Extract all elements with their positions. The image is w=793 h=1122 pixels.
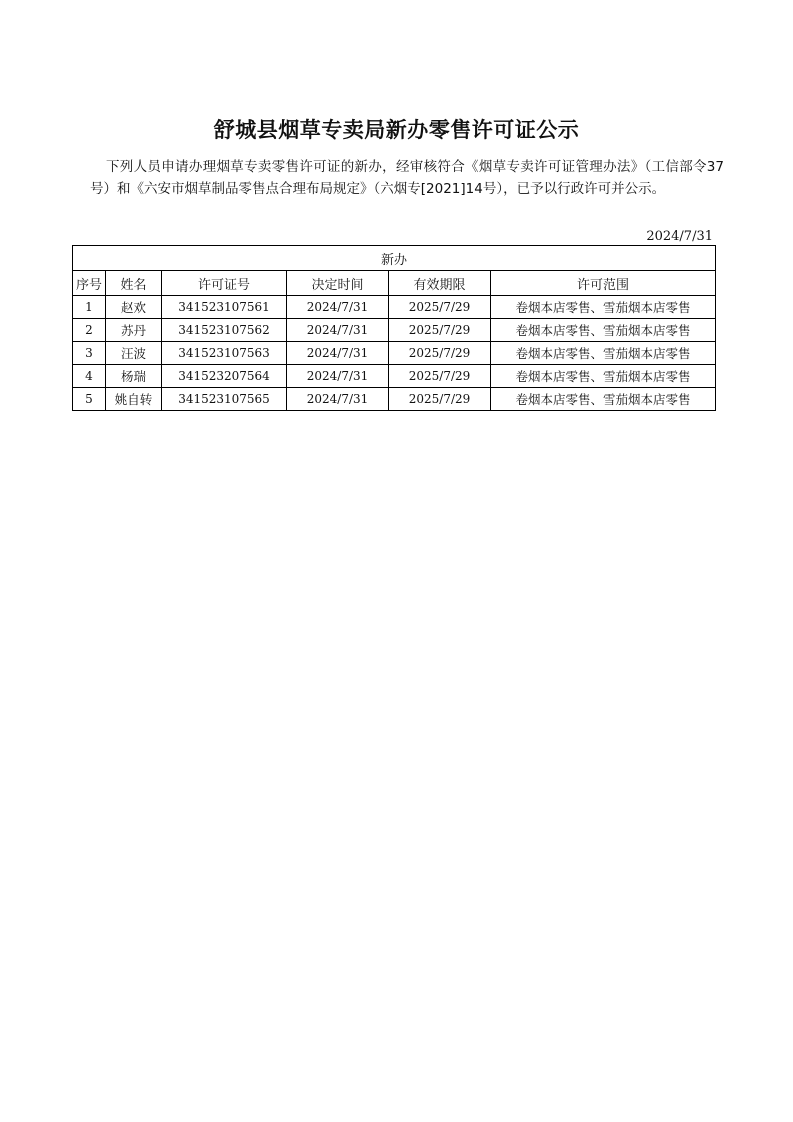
cell-decision-date: 2024/7/31 <box>287 296 389 319</box>
cell-index: 4 <box>73 365 106 388</box>
table-row <box>73 319 716 342</box>
section-header-row <box>73 246 716 271</box>
cell-index: 5 <box>73 388 106 411</box>
cell-name: 汪波 <box>106 342 162 365</box>
cell-index: 1 <box>73 296 106 319</box>
cell-name: 赵欢 <box>106 296 162 319</box>
column-header-license-scope: 许可范围 <box>491 271 716 296</box>
table-row <box>73 342 716 365</box>
cell-license-scope: 卷烟本店零售、雪茄烟本店零售 <box>491 365 716 388</box>
cell-decision-date: 2024/7/31 <box>287 319 389 342</box>
page-title: 舒城县烟草专卖局新办零售许可证公示 <box>213 118 580 142</box>
cell-name: 姚自转 <box>106 388 162 411</box>
column-header-row <box>73 271 716 296</box>
column-header-decision-date: 决定时间 <box>287 271 389 296</box>
cell-license-scope: 卷烟本店零售、雪茄烟本店零售 <box>491 296 716 319</box>
cell-license-number: 341523107563 <box>162 342 287 365</box>
cell-index: 3 <box>73 342 106 365</box>
cell-name: 苏丹 <box>106 319 162 342</box>
table-row <box>73 365 716 388</box>
cell-valid-until: 2025/7/29 <box>389 365 491 388</box>
cell-index: 2 <box>73 319 106 342</box>
cell-decision-date: 2024/7/31 <box>287 388 389 411</box>
cell-license-scope: 卷烟本店零售、雪茄烟本店零售 <box>491 342 716 365</box>
cell-license-number: 341523107562 <box>162 319 287 342</box>
cell-name: 杨瑞 <box>106 365 162 388</box>
cell-license-scope: 卷烟本店零售、雪茄烟本店零售 <box>491 388 716 411</box>
column-header-name: 姓名 <box>106 271 162 296</box>
notice-paragraph: 下列人员申请办理烟草专卖零售许可证的新办，经审核符合《烟草专卖许可证管理办法》（工信部令37号）和《六安市烟草制品零售点合理布局规定》（六烟专[2021]14号），已予以行政许可并公示。 <box>90 159 724 197</box>
section-label: 新办 <box>73 246 716 271</box>
table-row <box>73 296 716 319</box>
table-row <box>73 388 716 411</box>
cell-decision-date: 2024/7/31 <box>287 365 389 388</box>
cell-valid-until: 2025/7/29 <box>389 296 491 319</box>
column-header-index: 序号 <box>73 271 106 296</box>
cell-decision-date: 2024/7/31 <box>287 342 389 365</box>
cell-license-number: 341523107565 <box>162 388 287 411</box>
column-header-license-number: 许可证号 <box>162 271 287 296</box>
cell-license-number: 341523107561 <box>162 296 287 319</box>
cell-license-scope: 卷烟本店零售、雪茄烟本店零售 <box>491 319 716 342</box>
cell-valid-until: 2025/7/29 <box>389 388 491 411</box>
publish-date: 2024/7/31 <box>646 229 713 244</box>
cell-valid-until: 2025/7/29 <box>389 319 491 342</box>
cell-valid-until: 2025/7/29 <box>389 342 491 365</box>
license-table <box>72 245 716 411</box>
column-header-valid-until: 有效期限 <box>389 271 491 296</box>
cell-license-number: 341523207564 <box>162 365 287 388</box>
